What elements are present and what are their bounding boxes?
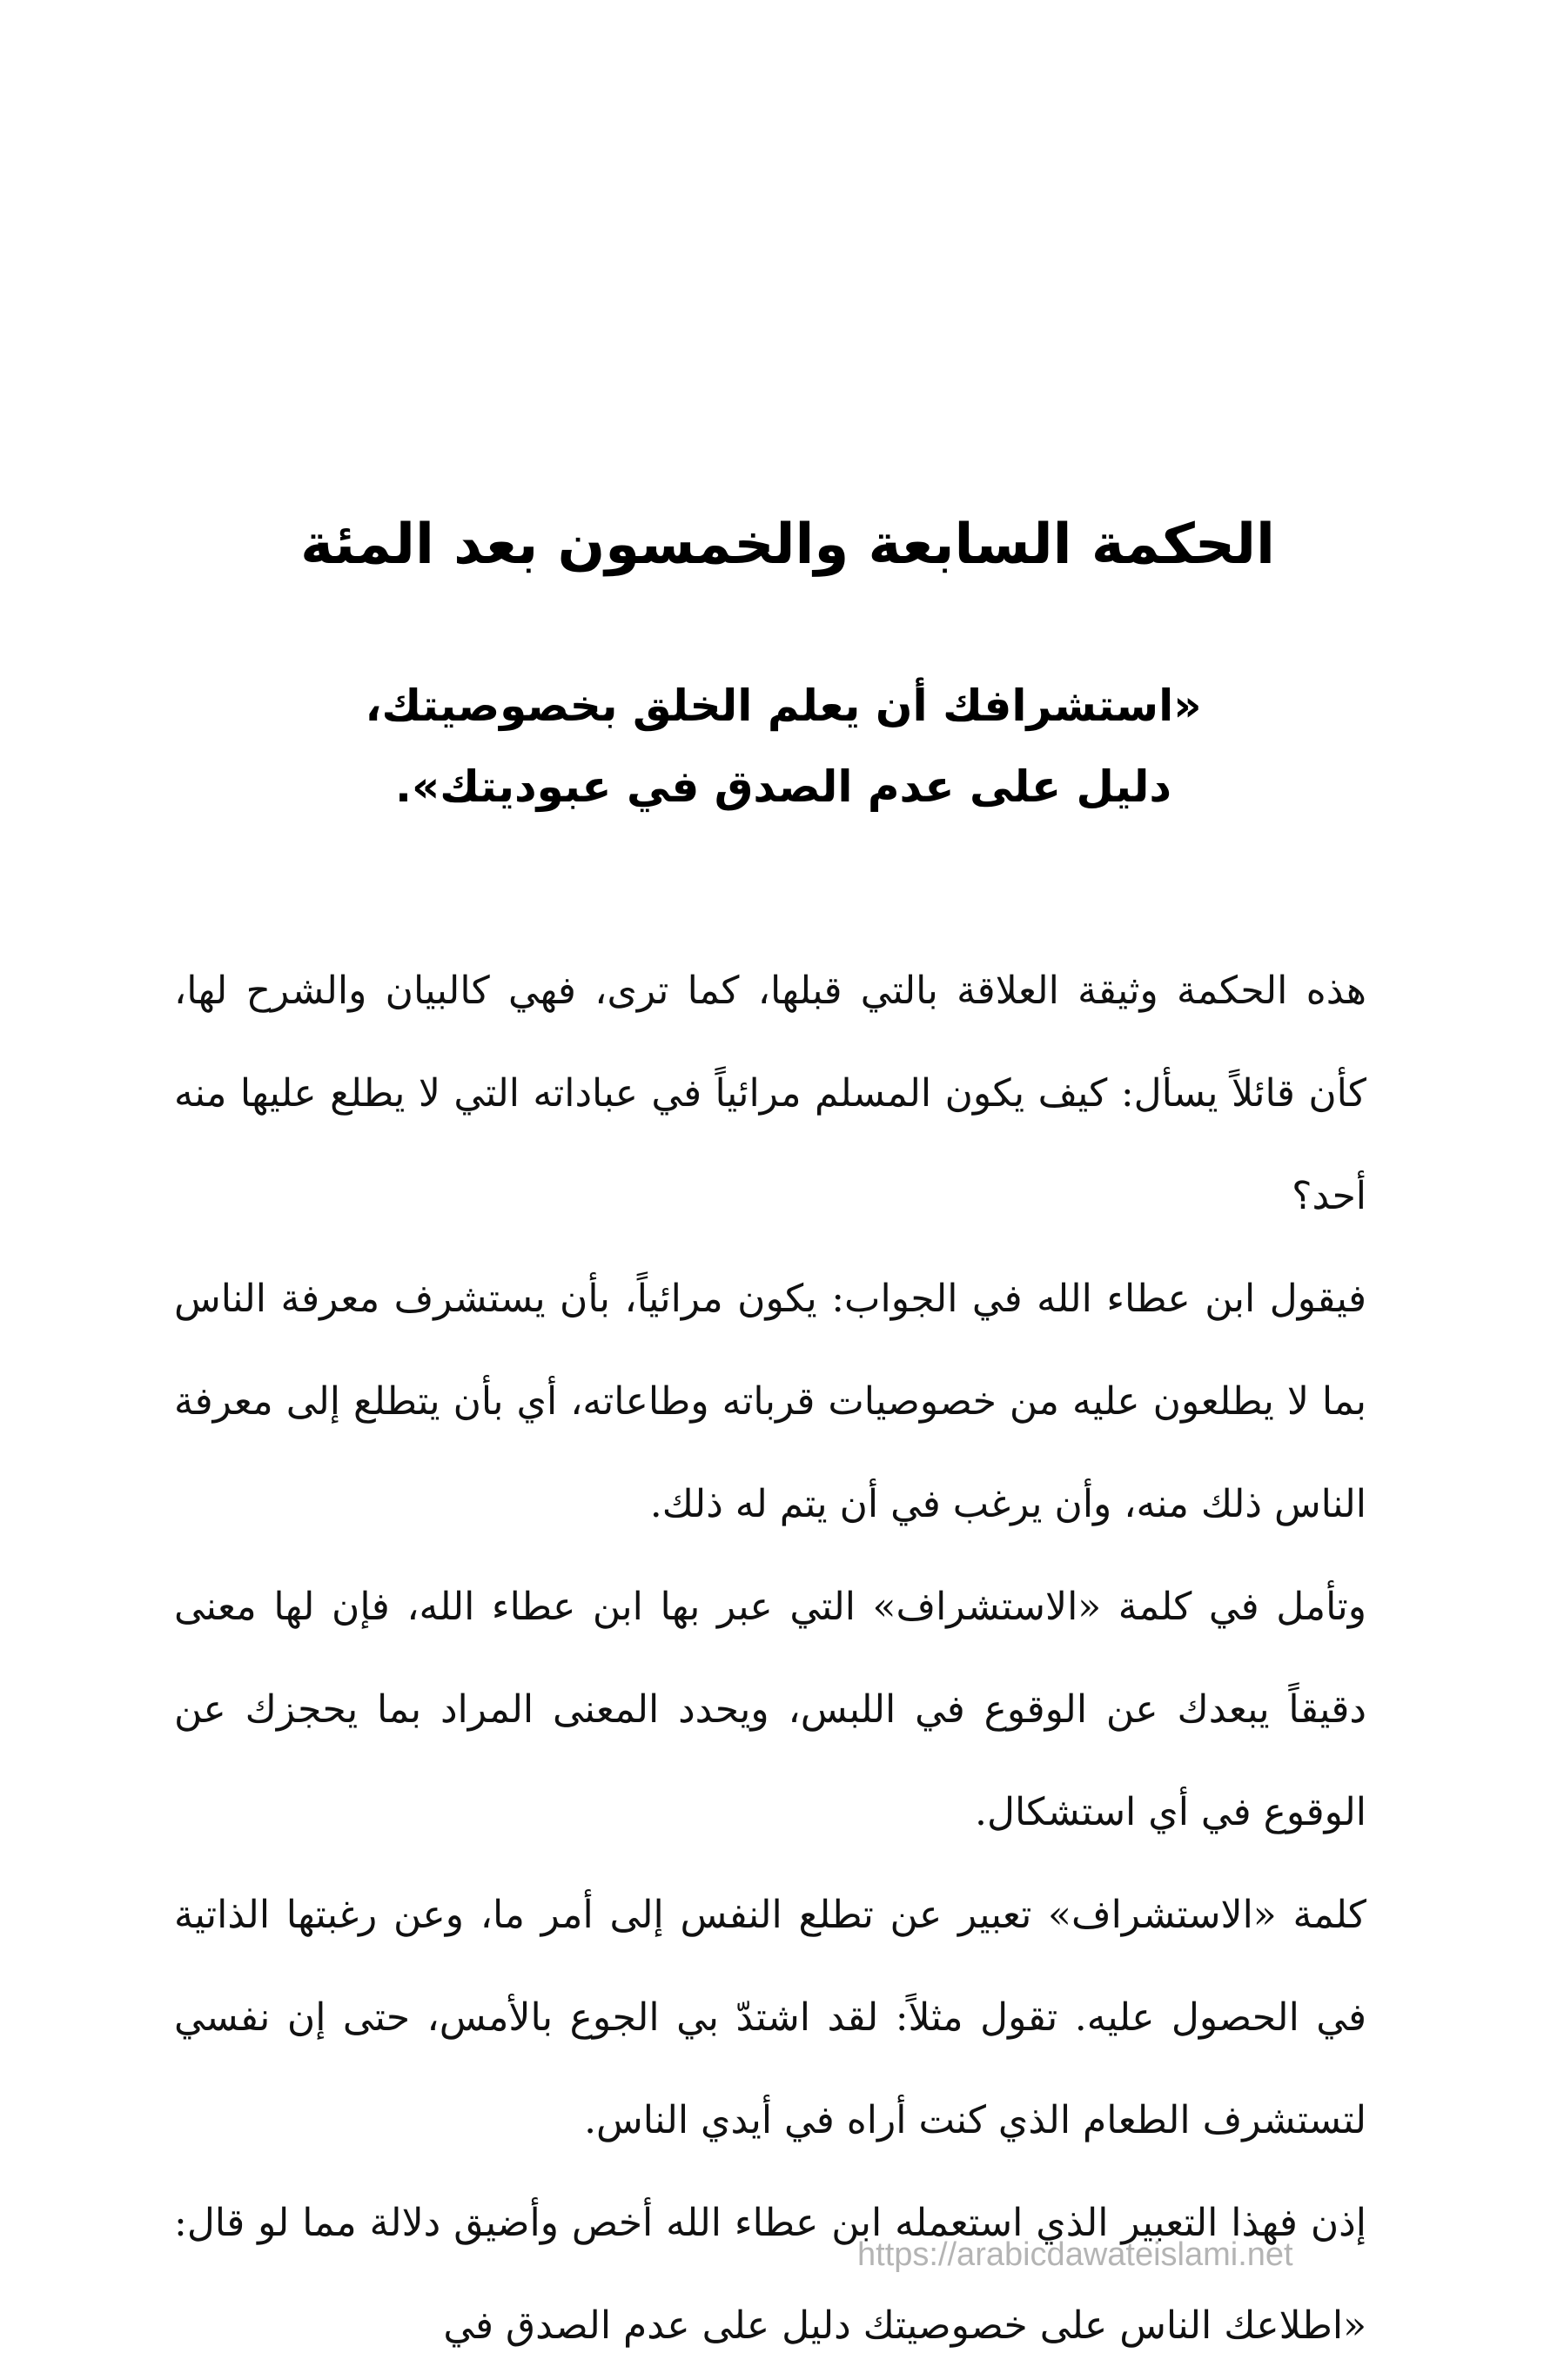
wisdom-quote (348, 666, 1218, 827)
quote-line-1: «استشرافك أن يعلم الخلق بخصوصيتك، (365, 680, 1202, 731)
quote-line-2: دليل على عدم الصدق في عبوديتك». (394, 761, 1172, 812)
paragraph-2: فيقول ابن عطاء الله في الجواب: يكون مرائياً، بأن يستشرف معرفة الناس بما لا يطلعون عليه من خصوصيات قرباته وطاعاته، أي بأن يتطلع إلى معرفة الناس ذلك منه، وأن يرغب في أن يتم له ذلك. (174, 1277, 1366, 1526)
paragraph-5: إذن فهذا التعبير الذي استعمله ابن عطاء الله أخص وأضيق دلالة مما لو قال: «اطلاعك الناس على خصوصيتك دليل على عدم الصدق في (174, 2201, 1366, 2348)
paragraph-4: كلمة «الاستشراف» تعبير عن تطلع النفس إلى أمر ما، وعن رغبتها الذاتية في الحصول عليه. تقول مثلاً: لقد اشتدّ بي الجوع بالأمس، حتى إن نفسي لتستشرف الطعام الذي كنت أراه في أيدي الناس. (174, 1893, 1366, 2142)
commentary-body (174, 940, 1366, 2377)
paragraph-3: وتأمل في كلمة «الاستشراف» التي عبر بها ابن عطاء الله، فإن لها معنى دقيقاً يبعدك عن الوقوع في اللبس، ويحدد المعنى المراد بما يحجزك عن الوقوع في أي استشكال. (174, 1585, 1366, 1834)
chapter-heading: الحكمة السابعة والخمسون بعد المئة (300, 512, 1275, 577)
website-watermark: https://arabicdawateislami.net (857, 2236, 1293, 2273)
paragraph-1: هذه الحكمة وثيقة العلاقة بالتي قبلها، كما ترى، فهي كالبيان والشرح لها، كأن قائلاً يسأل: كيف يكون المسلم مرائياً في عباداته التي لا يطلع عليها منه أحد؟ (174, 969, 1366, 1218)
